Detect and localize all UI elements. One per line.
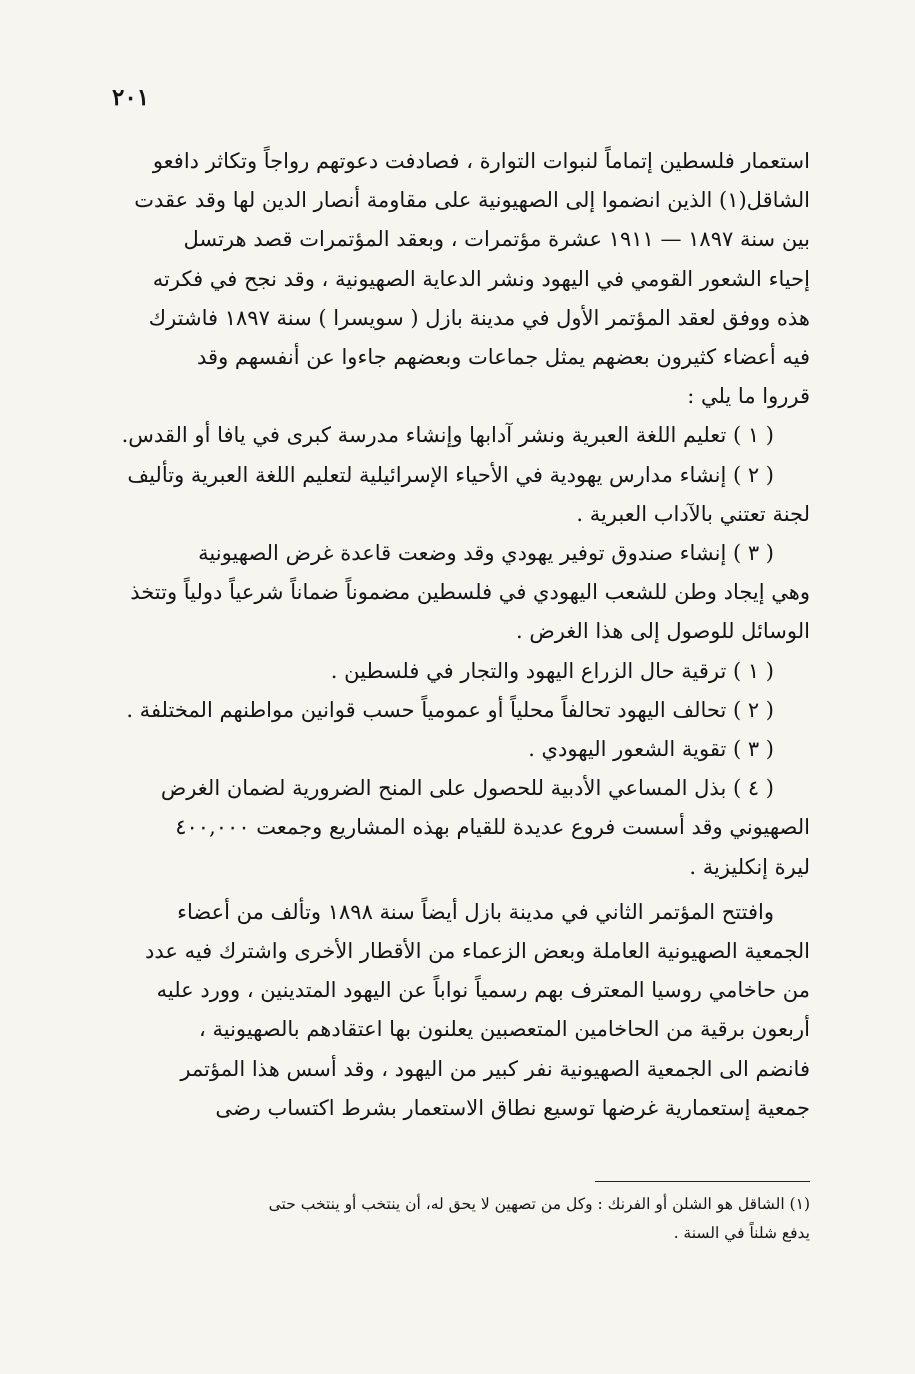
text-line: جمعية إستعمارية غرضها توسيع نطاق الاستعمار بشرط اكتساب رضى: [215, 1095, 810, 1120]
text-line: فانضم الى الجمعية الصهيونية نفر كبير من اليهود ، وقد أسس هذا المؤتمر: [180, 1056, 810, 1081]
list-item: ( ٢ ) إنشاء مدارس يهودية في الأحياء الإسرائيلية لتعليم اللغة العبرية وتأليف: [127, 462, 774, 487]
list-item: ( ٣ ) إنشاء صندوق توفير يهودي وقد وضعت قاعدة غرض الصهيونية: [198, 541, 774, 566]
footnote-line: (١) الشاقل هو الشلن أو الفرنك : وكل من تصهين لا يحق له، أن ينتخب أو ينتخب حتى: [268, 1195, 810, 1213]
list-item: ( ١ ) ترقية حال الزراع اليهود والتجار في فلسطين .: [330, 658, 774, 683]
text-line: هذه ووفق لعقد المؤتمر الأول في مدينة بازل ( سويسرا ) سنة ١٨٩٧ فاشترك: [148, 305, 810, 330]
text-line: فيه أعضاء كثيرون بعضهم يمثل جماعات وبعضهم جاءوا عن أنفسهم وقد: [197, 345, 810, 370]
text-line: بين سنة ١٨٩٧ — ١٩١١ عشرة مؤتمرات ، وبعقد المؤتمرات قصد هرتسل: [183, 227, 810, 252]
text-line: الوسائل للوصول إلى هذا الغرض .: [515, 619, 810, 644]
text-line: من حاخامي روسيا المعترف بهم رسمياً نواباً عن اليهود المتدينين ، وورد عليه: [156, 978, 810, 1003]
list-item: ( ٣ ) تقوية الشعور اليهودي .: [528, 737, 774, 762]
text-line: أربعون برقية من الحاخامين المتعصبين يعلنون بها اعتقادهم بالصهيونية ،: [199, 1017, 810, 1042]
paragraph-start: وافتتح المؤتمر الثاني في مدينة بازل أيضاً سنة ١٨٩٨ وتألف من أعضاء: [177, 899, 774, 924]
list-item: ( ١ ) تعليم اللغة العبرية ونشر آدابها وإنشاء مدرسة كبرى في يافا أو القدس.: [121, 423, 774, 448]
list-item: ( ٢ ) تحالف اليهود تحالفاً محلياً أو عمومياً حسب قوانين مواطنهم المختلفة .: [126, 697, 774, 722]
list-item: ( ٤ ) بذل المساعي الأدبية للحصول على المنح الضرورية لضمان الغرض: [160, 776, 774, 801]
text-line: الشاقل(١) الذين انضموا إلى الصهيونية على مقاومة أنصار الدين لها وقد عقدت: [134, 188, 810, 213]
text-line: إحياء الشعور القومي في اليهود ونشر الدعاية الصهيونية ، وقد نجح في فكرته: [152, 266, 810, 291]
text-line: الصهيوني وقد أسست فروع عديدة للقيام بهذه المشاريع وجمعت ٤٠٠,٠٠٠: [175, 815, 810, 840]
text-line: وهي إيجاد وطن للشعب اليهودي في فلسطين مضموناً ضماناً شرعياً دولياً وتتخذ: [130, 580, 810, 605]
main-text: [110, 142, 810, 1128]
footnote-divider: [595, 1181, 810, 1182]
footnote-line: يدفع شلناً في السنة .: [673, 1224, 810, 1242]
text-line: ليرة إنكليزية .: [689, 854, 810, 879]
text-line: استعمار فلسطين إتماماً لنبوات التوارة ، فصادفت دعوتهم رواجاً وتكاثر دافعو: [152, 149, 810, 173]
page-number: ٢٠١: [112, 84, 150, 111]
text-line: الجمعية الصهيونية العاملة وبعض الزعماء من الأقطار الأخرى واشترك فيه عدد: [145, 939, 810, 964]
text-line: لجنة تعتني بالآداب العبرية .: [576, 501, 810, 526]
text-line: قرروا ما يلي :: [687, 384, 810, 409]
footnote: [110, 1190, 810, 1248]
